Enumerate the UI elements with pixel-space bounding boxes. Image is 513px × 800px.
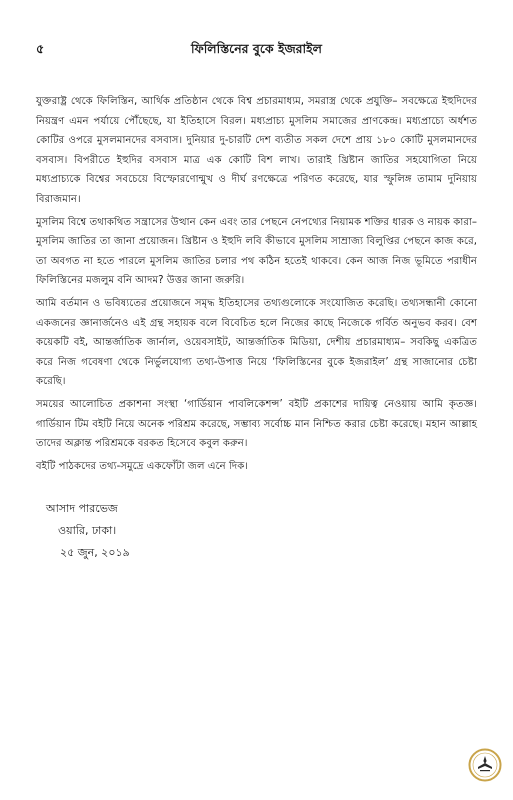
paragraph: সময়ের আলোচিত প্রকাশনা সংস্থা ‘গার্ডিয়ান পাবলিকেশন্স’ বইটি প্রকাশের দায়িত্ব নেওয়ায় আমি কৃতজ্ঞ। গার্ডিয়ান টিম বইটি নিয়ে অনেক পরিশ্রম করেছে, সম্ভাব্য সর্বোচ্চ মান নিশ্চিত করার চেষ্টা করেছে। মহান আল্লাহ তাদের অক্লান্ত পরিশ্রমকে বরকত হিসেবে কবুল করুন। xyxy=(36,398,477,450)
paragraph: মুসলিম বিশ্বে তথাকথিত সন্ত্রাসের উত্থান কেন এবং তার পেছনে নেপথ্যের নিয়ামক শক্তির ধারক ও নায়ক কারা– মুসলিম জাতির তা জানা প্রয়োজন। খ্রিষ্টান ও ইহুদি লবি কীভাবে মুসলিম সাম্রাজ্য বিলুপ্তির পেছনে কাজ করে, তা অবগত না হতে পারলে মুসলিম জাতির চলার পথ কঠিন হতেই থাকবে। কেন আজ নিজ ভূমিতে পরাধীন ফিলিস্তিনের মজলুম বনি আদম? উত্তর জানা জরুরি। xyxy=(36,216,477,287)
paragraph: আমি বর্তমান ও ভবিষ্যতের প্রয়োজনে সমৃদ্ধ ইতিহাসের তথ্যগুলোকে সংযোজিত করেছি। তথ্যসন্ধানী কোনো একজনের জ্ঞানার্জনেও এই গ্রন্থ সহায়ক বলে বিবেচিত হলে নিজের কাছে নিজেকে গর্বিত অনুভব করব। বেশ কয়েকটি বই, আন্তর্জাতিক জার্নাল, ওয়েবসাইট, আন্তর্জাতিক মিডিয়া, দেশীয় প্রচারমাধ্যম– সবকিছু একত্রিত করে নিজ গবেষণা থেকে নির্ভুলযোগ্য তথ্য-উপাত্ত নিয়ে ‘ফিলিস্তিনের বুকে ইজরাইল’ গ্রন্থ সাজানোর চেষ্টা করেছি। xyxy=(36,297,477,388)
page-number: ৫ xyxy=(36,41,45,56)
publisher-logo-icon xyxy=(468,748,502,782)
paragraph: বইটি পাঠকদের তথ্য-সমুদ্রে একফোঁটা জল এনে দিক। xyxy=(36,460,249,472)
author-signature-block xyxy=(36,498,130,564)
preface-body xyxy=(36,92,477,479)
signature-date: ২৫ জুন, ২০১৯ xyxy=(60,546,130,559)
running-title: ফিলিস্তিনের বুকে ইজরাইল xyxy=(191,41,322,56)
author-name: আসাদ পারভেজ xyxy=(46,502,118,515)
author-place: ওয়ারি, ঢাকা। xyxy=(58,524,117,537)
paragraph: যুক্তরাষ্ট্র থেকে ফিলিস্তিন, আর্থিক প্রতিষ্ঠান থেকে বিশ্ব প্রচারমাধ্যম, সমরাস্ত্র থেকে প্রযুক্তি– সবক্ষেত্রে ইহুদিদের নিয়ন্ত্রণ এমন পর্যায়ে পৌঁছেছে, যা ইতিহাসে বিরল। মধ্যপ্রাচ্য মুসলিম সমাজের প্রাণকেন্দ্র। মধ্যপ্রাচ্যে অর্ধশত কোটির ওপরে মুসলমানদের বসবাস। দুনিয়ার দু-চারটি দেশ ব্যতীত সকল দেশে প্রায় ১৮০ কোটি মুসলমানদের বসবাস। বিপরীতে ইহুদির বসবাস মাত্র এক কোটি বিশ লাখ। তারাই খ্রিষ্টান জাতির সহযোগিতা নিয়ে মধ্যপ্রাচ্যকে বিশ্বের সবচেয়ে বিস্ফোরণোন্মুখ ও দীর্ঘ রণক্ষেত্রে পরিণত করেছে, যার স্ফুলিঙ্গ তামাম দুনিয়ায় বিরাজমান। xyxy=(36,96,477,205)
page-header xyxy=(36,40,477,58)
